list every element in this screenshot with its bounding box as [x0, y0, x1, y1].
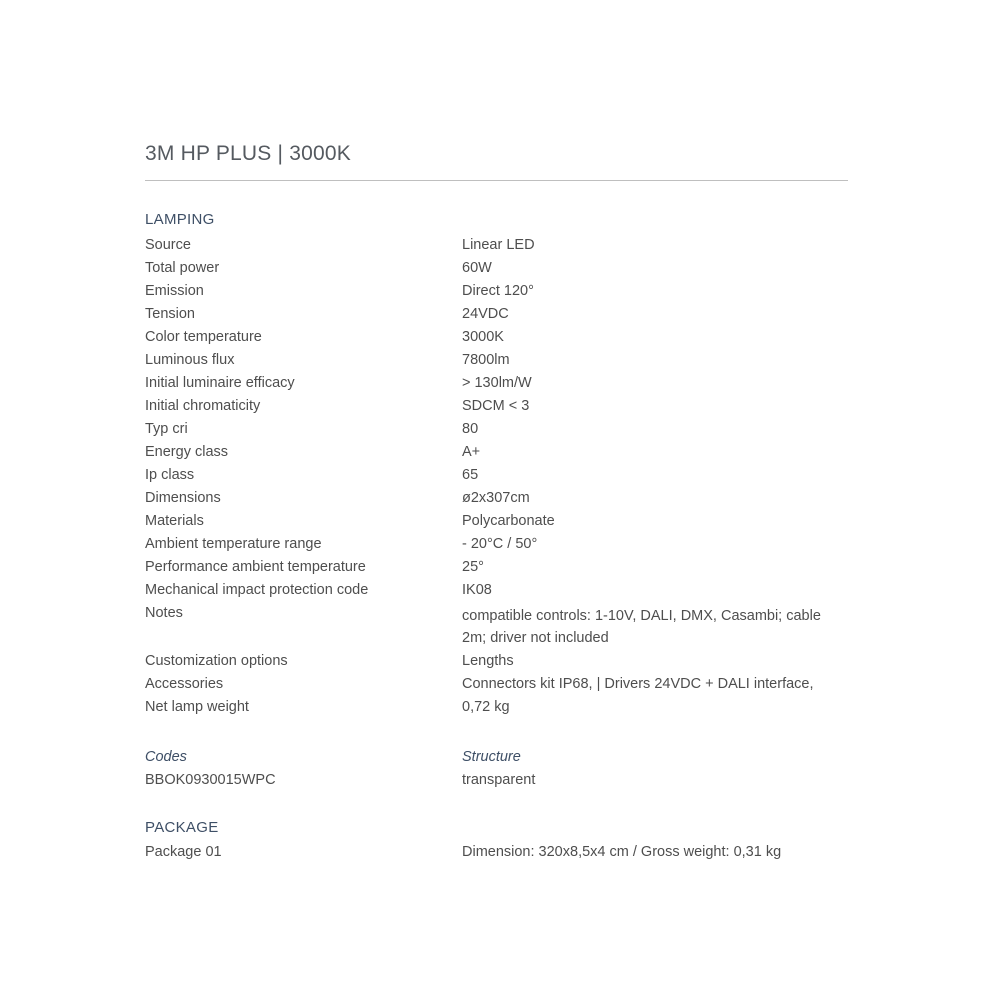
spec-label: Luminous flux [145, 352, 235, 368]
spec-row-chromaticity [145, 395, 848, 418]
spec-value: 0,72 kg [462, 699, 510, 715]
spec-value: Connectors kit IP68, | Drivers 24VDC + DALI interface, [462, 676, 814, 692]
codes-value-row [145, 769, 848, 792]
codes-heading: Codes [145, 749, 187, 765]
spec-label: Initial chromaticity [145, 398, 261, 414]
spec-label: Ambient temperature range [145, 536, 322, 552]
spec-value: ø2x307cm [462, 490, 530, 506]
title-divider [145, 180, 848, 181]
spec-row-efficacy [145, 372, 848, 395]
spec-row-ambient-temperature-range [145, 533, 848, 556]
spec-value: Direct 120° [462, 283, 534, 299]
spec-label: Performance ambient temperature [145, 559, 366, 575]
spec-row-performance-temperature [145, 556, 848, 579]
structure-heading: Structure [462, 749, 521, 765]
spec-row-notes [145, 602, 848, 649]
spec-row-net-weight [145, 696, 848, 719]
spec-label: Color temperature [145, 329, 262, 345]
spec-value: - 20°C / 50° [462, 536, 538, 552]
spec-row-typ-cri [145, 418, 848, 441]
lamping-spec-table [145, 234, 848, 719]
spec-label: Source [145, 237, 191, 253]
codes-structure-block [145, 746, 848, 792]
spec-label: Ip class [145, 467, 195, 483]
spec-row-dimensions [145, 487, 848, 510]
package-heading: PACKAGE [145, 819, 219, 836]
spec-label: Energy class [145, 444, 229, 460]
spec-row-customization [145, 650, 848, 673]
spec-row-source [145, 234, 848, 257]
spec-row-ip-class [145, 464, 848, 487]
structure-value: transparent [462, 772, 536, 788]
spec-row-tension [145, 303, 848, 326]
spec-value: 60W [462, 260, 492, 276]
spec-row-total-power [145, 257, 848, 280]
spec-row-color-temperature [145, 326, 848, 349]
package-value: Dimension: 320x8,5x4 cm / Gross weight: 0,31 kg [462, 844, 782, 860]
spec-row-luminous-flux [145, 349, 848, 372]
spec-value: compatible controls: 1-10V, DALI, DMX, Casambi; cable 2m; driver not included [462, 608, 821, 646]
spec-value: 80 [462, 421, 479, 437]
product-title: 3M HP PLUS | 3000K [145, 142, 351, 165]
spec-label: Notes [145, 605, 183, 621]
spec-label: Materials [145, 513, 204, 529]
spec-row-accessories [145, 673, 848, 696]
spec-value: > 130lm/W [462, 375, 532, 391]
lamping-heading: LAMPING [145, 211, 215, 228]
spec-value: Polycarbonate [462, 513, 555, 529]
spec-value: 65 [462, 467, 479, 483]
spec-label: Total power [145, 260, 220, 276]
codes-heading-row [145, 746, 848, 769]
spec-row-materials [145, 510, 848, 533]
spec-value: A+ [462, 444, 481, 460]
spec-row-impact-protection [145, 579, 848, 602]
package-row [145, 841, 848, 864]
spec-label: Customization options [145, 653, 288, 669]
package-block [145, 841, 848, 864]
spec-label: Emission [145, 283, 204, 299]
spec-label: Initial luminaire efficacy [145, 375, 295, 391]
spec-value: 3000K [462, 329, 504, 345]
spec-value: 24VDC [462, 306, 509, 322]
package-label: Package 01 [145, 844, 222, 860]
spec-label: Accessories [145, 676, 224, 692]
product-sheet [145, 0, 848, 1000]
spec-label: Mechanical impact protection code [145, 582, 369, 598]
spec-value: Lengths [462, 653, 514, 669]
product-code: BBOK0930015WPC [145, 772, 276, 788]
spec-value: 25° [462, 559, 484, 575]
spec-value: 7800lm [462, 352, 510, 368]
spec-row-energy-class [145, 441, 848, 464]
spec-label: Dimensions [145, 490, 221, 506]
spec-row-emission [145, 280, 848, 303]
spec-value: IK08 [462, 582, 492, 598]
spec-label: Net lamp weight [145, 699, 249, 715]
spec-label: Tension [145, 306, 195, 322]
spec-value: SDCM < 3 [462, 398, 530, 414]
spec-label: Typ cri [145, 421, 188, 437]
spec-value: Linear LED [462, 237, 535, 253]
